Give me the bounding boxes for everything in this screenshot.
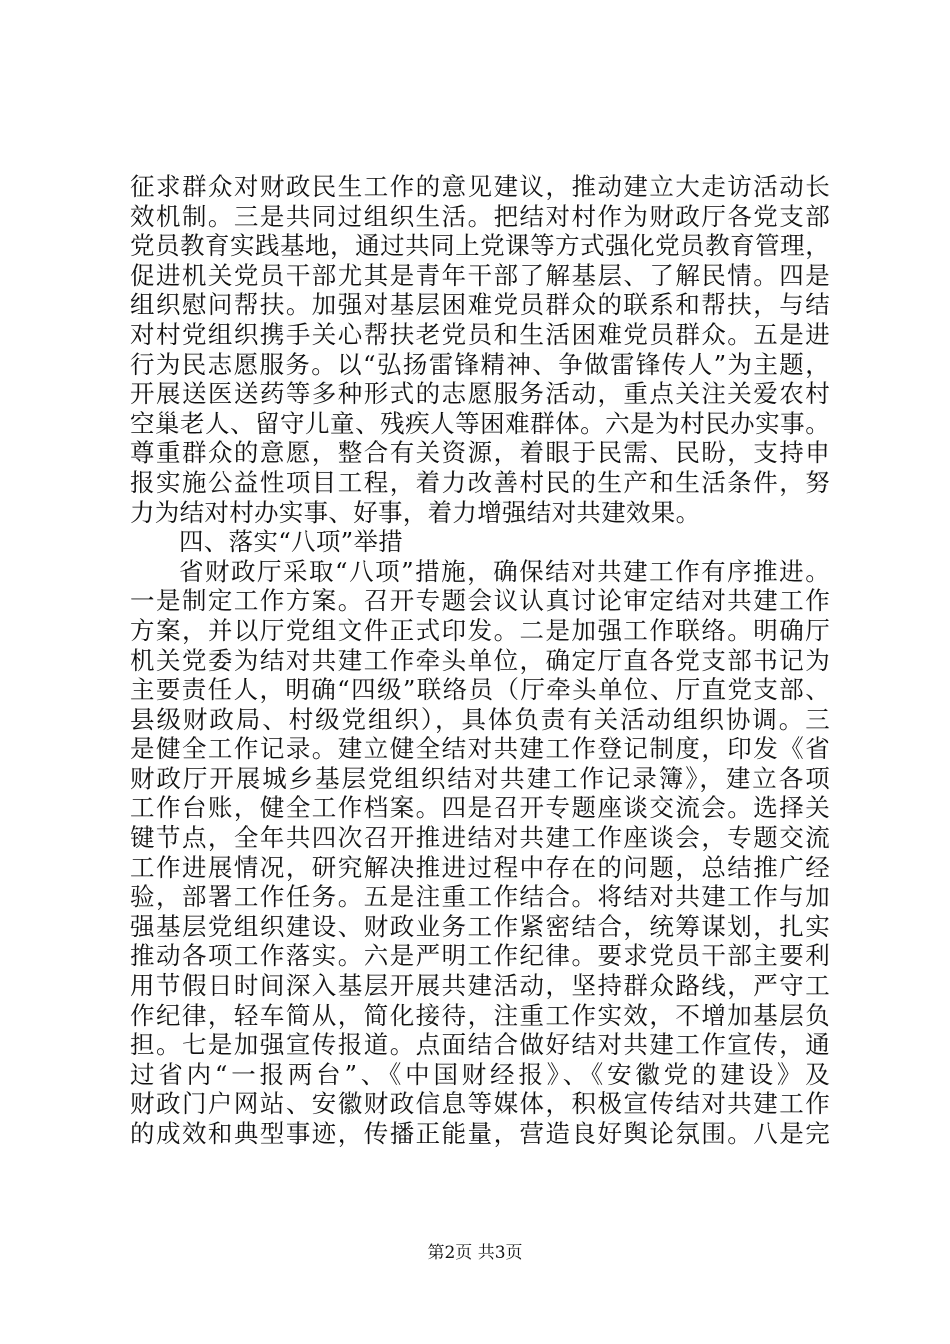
- document-body: [130, 172, 830, 1149]
- body-line: 报实施公益性项目工程，着力改善村民的生产和生活条件，努: [130, 467, 830, 497]
- body-line: 空巢老人、留守儿童、残疾人等困难群体。六是为村民办实事。: [130, 408, 830, 438]
- body-line: 力为结对村办实事、好事，着力增强结对共建效果。: [130, 497, 701, 527]
- body-line: 县级财政局、村级党组织），具体负责有关活动组织协调。三: [130, 704, 830, 734]
- body-line: 方案，并以厅党组文件正式印发。二是加强工作联络。明确厅: [130, 615, 830, 645]
- body-line: 征求群众对财政民生工作的意见建议，推动建立大走访活动长: [130, 172, 830, 201]
- body-line: 键节点，全年共四次召开推进结对共建工作座谈会，专题交流: [130, 823, 830, 853]
- body-line: 财政厅开展城乡基层党组织结对共建工作记录簿》，建立各项: [130, 763, 830, 793]
- body-line: 担。七是加强宣传报道。点面结合做好结对共建工作宣传，通: [130, 1030, 830, 1060]
- body-line: 对村党组织携手关心帮扶老党员和生活困难党员群众。五是进: [130, 319, 830, 349]
- section-heading: 四、落实“八项”举措: [179, 527, 404, 557]
- body-line: 尊重群众的意愿，整合有关资源，着眼于民需、民盼，支持申: [130, 438, 830, 468]
- body-line: 工作进展情况，研究解决推进过程中存在的问题，总结推广经: [130, 852, 830, 882]
- body-line: 用节假日时间深入基层开展共建活动，坚持群众路线，严守工: [130, 971, 830, 1001]
- body-line: 过省内“一报两台”、《中国财经报》、《安徽党的建设》及: [130, 1059, 830, 1089]
- body-line: 效机制。三是共同过组织生活。把结对村作为财政厅各党支部: [130, 201, 830, 231]
- body-line: 促进机关党员干部尤其是青年干部了解基层、了解民情。四是: [130, 260, 830, 290]
- body-line: 一是制定工作方案。召开专题会议认真讨论审定结对共建工作: [130, 586, 830, 616]
- body-line: 主要责任人，明确“四级”联络员（厅牵头单位、厅直党支部、: [130, 675, 830, 705]
- body-line: 的成效和典型事迹，传播正能量，营造良好舆论氛围。八是完: [130, 1119, 830, 1148]
- body-line: 强基层党组织建设、财政业务工作紧密结合，统筹谋划，扎实: [130, 911, 830, 941]
- body-line: 省财政厅采取“八项”措施，确保结对共建工作有序推进。: [179, 556, 830, 586]
- body-line: 机关党委为结对共建工作牵头单位，确定厅直各党支部书记为: [130, 645, 830, 675]
- body-line: 推动各项工作落实。六是严明工作纪律。要求党员干部主要利: [130, 941, 830, 971]
- page-number-footer: 第2页 共3页: [427, 1243, 523, 1263]
- body-line: 工作台账，健全工作档案。四是召开专题座谈交流会。选择关: [130, 793, 830, 823]
- body-line: 行为民志愿服务。以“弘扬雷锋精神、争做雷锋传人”为主题，: [130, 349, 830, 379]
- body-line: 开展送医送药等多种形式的志愿服务活动，重点关注关爱农村: [130, 379, 830, 409]
- body-line: 财政门户网站、安徽财政信息等媒体，积极宣传结对共建工作: [130, 1089, 830, 1119]
- body-line: 作纪律，轻车简从，简化接待，注重工作实效，不增加基层负: [130, 1000, 830, 1030]
- body-line: 是健全工作记录。建立健全结对共建工作登记制度，印发《省: [130, 734, 830, 764]
- body-line: 组织慰问帮扶。加强对基层困难党员群众的联系和帮扶，与结: [130, 290, 830, 320]
- body-line: 党员教育实践基地，通过共同上党课等方式强化党员教育管理，: [130, 231, 830, 261]
- body-line: 验，部署工作任务。五是注重工作结合。将结对共建工作与加: [130, 882, 830, 912]
